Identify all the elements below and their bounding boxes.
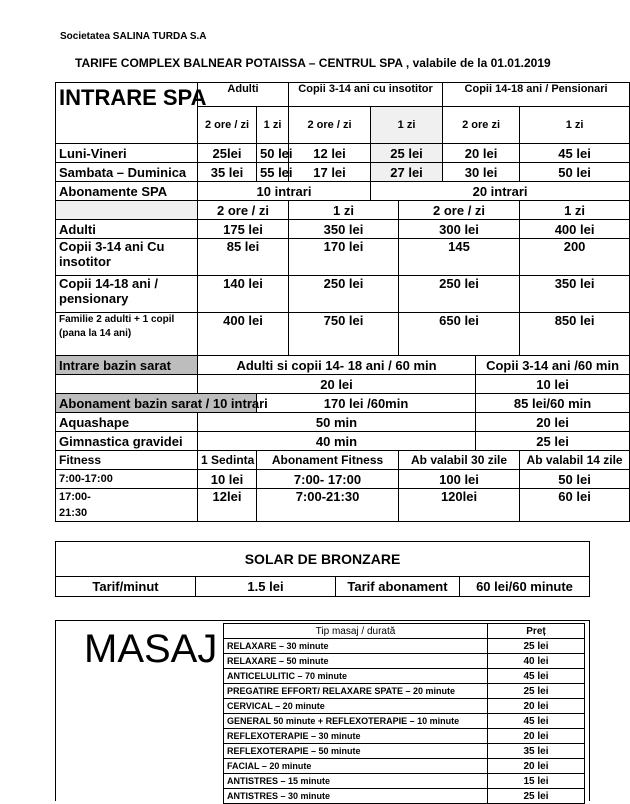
- price-cell: 250 lei: [289, 276, 399, 313]
- fitness-interval: 17:00- 21:30: [56, 489, 198, 522]
- duration-header: 2 ore zi: [443, 107, 520, 144]
- duration-header: 1 zi: [520, 107, 630, 144]
- row-label: Adulti: [56, 220, 198, 239]
- masaj-price: 20 lei: [488, 699, 585, 714]
- spa-price-table: [55, 82, 630, 522]
- masaj-type: GENERAL 50 minute + REFLEXOTERAPIE – 10 minute: [224, 714, 488, 729]
- fitness-header: 1 Sedinta: [198, 451, 257, 470]
- price-cell: 55 lei: [257, 163, 289, 182]
- masaj-row: [224, 654, 585, 669]
- price-cell: 50 lei: [257, 144, 289, 163]
- group-header: Adulti: [198, 83, 289, 107]
- price-cell: 170 lei: [289, 239, 399, 276]
- price-cell: 27 lei: [371, 163, 443, 182]
- price-cell: 25 lei: [371, 144, 443, 163]
- price-cell: 850 lei: [520, 313, 630, 356]
- bazin-label: Intrare bazin sarat: [56, 356, 198, 375]
- duration-header: 2 ore / zi: [399, 201, 520, 220]
- row-label: Sambata – Duminica: [56, 163, 198, 182]
- masaj-price: 15 lei: [488, 774, 585, 789]
- masaj-section: [55, 620, 590, 801]
- masaj-price: 25 lei: [488, 789, 585, 804]
- table-row: [56, 220, 630, 239]
- masaj-row: [224, 774, 585, 789]
- gimnastica-label: Gimnastica gravidei: [56, 432, 198, 451]
- aquashape-label: Aquashape: [56, 413, 198, 432]
- price-cell: 60 lei: [520, 489, 630, 522]
- price-cell: 200: [520, 239, 630, 276]
- masaj-row: [224, 729, 585, 744]
- price-cell: 10 lei: [198, 470, 257, 489]
- table-row: [56, 470, 630, 489]
- price-cell: 750 lei: [289, 313, 399, 356]
- duration-cell: 50 min: [198, 413, 476, 432]
- duration-header: 1 zi: [371, 107, 443, 144]
- abonamente-label: Abonamente SPA: [56, 182, 198, 201]
- bazin-col-header: Adulti si copii 14- 18 ani / 60 min: [198, 356, 476, 375]
- price-cell: 350 lei: [289, 220, 399, 239]
- masaj-row: [224, 744, 585, 759]
- masaj-type: CERVICAL – 20 minute: [224, 699, 488, 714]
- price-cell: 250 lei: [399, 276, 520, 313]
- price-cell: 140 lei: [198, 276, 289, 313]
- masaj-price: 35 lei: [488, 744, 585, 759]
- bazin-col-header: Copii 3-14 ani /60 min: [476, 356, 630, 375]
- document-title: TARIFE COMPLEX BALNEAR POTAISSA – CENTRUL SPA , valabile de la 01.01.2019: [75, 56, 551, 70]
- row-label: Familie 2 adulti + 1 copil (pana la 14 ani): [56, 313, 198, 356]
- masaj-type: REFLEXOTERAPIE – 30 minute: [224, 729, 488, 744]
- row-label: Copii 14-18 ani / pensionary: [56, 276, 198, 313]
- fitness-header: Ab valabil 14 zile: [520, 451, 630, 470]
- masaj-row: [224, 639, 585, 654]
- masaj-type: PREGATIRE EFFORT/ RELAXARE SPATE – 20 minute: [224, 684, 488, 699]
- price-cell: 20 lei: [198, 375, 476, 394]
- fitness-header: Ab valabil 30 zile: [399, 451, 520, 470]
- price-cell: 300 lei: [399, 220, 520, 239]
- price-cell: 85 lei/60 min: [476, 394, 630, 413]
- masaj-title: MASAJ: [84, 627, 218, 671]
- table-row: [56, 489, 630, 522]
- masaj-type: ANTICELULITIC – 70 minute: [224, 669, 488, 684]
- masaj-row: [224, 699, 585, 714]
- masaj-type: RELAXARE – 30 minute: [224, 639, 488, 654]
- price-cell: 120lei: [399, 489, 520, 522]
- solar-abonament-value: 60 lei/60 minute: [460, 577, 590, 597]
- masaj-price: 40 lei: [488, 654, 585, 669]
- price-cell: 45 lei: [520, 144, 630, 163]
- table-row: [56, 144, 630, 163]
- price-cell: 30 lei: [443, 163, 520, 182]
- price-cell: 350 lei: [520, 276, 630, 313]
- row-label: Copii 3-14 ani Cu insotitor: [56, 239, 198, 276]
- abonamente-header: 20 intrari: [371, 182, 630, 201]
- price-cell: 10 lei: [476, 375, 630, 394]
- price-cell: 650 lei: [399, 313, 520, 356]
- masaj-row: [224, 789, 585, 804]
- duration-header: 2 ore / zi: [289, 107, 371, 144]
- masaj-row: [224, 714, 585, 729]
- masaj-price: 20 lei: [488, 729, 585, 744]
- masaj-type: ANTISTRES – 15 minute: [224, 774, 488, 789]
- group-header: Copii 14-18 ani / Pensionari: [443, 83, 630, 107]
- price-cell: 20 lei: [443, 144, 520, 163]
- masaj-col-type: Tip masaj / durată: [224, 624, 488, 639]
- solar-tarif-value: 1.5 lei: [196, 577, 336, 597]
- duration-header: 2 ore / zi: [198, 107, 257, 144]
- masaj-type: FACIAL – 20 minute: [224, 759, 488, 774]
- price-cell: 145: [399, 239, 520, 276]
- masaj-table: [223, 623, 585, 804]
- fitness-header: Abonament Fitness: [257, 451, 399, 470]
- solar-title: SOLAR DE BRONZARE: [56, 542, 590, 577]
- table-row: [56, 239, 630, 276]
- fitness-interval: 7:00-17:00: [56, 470, 198, 489]
- price-cell: 12 lei: [289, 144, 371, 163]
- masaj-type: RELAXARE – 50 minute: [224, 654, 488, 669]
- masaj-price: 25 lei: [488, 684, 585, 699]
- row-label: Luni-Vineri: [56, 144, 198, 163]
- solar-table: [55, 541, 590, 597]
- price-cell: 12lei: [198, 489, 257, 522]
- masaj-row: [224, 684, 585, 699]
- duration-cell: 40 min: [198, 432, 476, 451]
- masaj-row: [224, 759, 585, 774]
- masaj-col-price: Preț: [488, 624, 585, 639]
- table-row: [56, 276, 630, 313]
- price-cell: 35 lei: [198, 163, 257, 182]
- company-name: Societatea SALINA TURDA S.A: [60, 31, 207, 42]
- abonamente-header: 10 intrari: [198, 182, 371, 201]
- duration-header: 1 zi: [520, 201, 630, 220]
- price-cell: 50 lei: [520, 163, 630, 182]
- abonament-bazin-label: Abonament bazin sarat / 10 intrari: [56, 394, 257, 413]
- price-cell: 20 lei: [476, 413, 630, 432]
- fitness-header: Fitness: [56, 451, 198, 470]
- masaj-price: 45 lei: [488, 669, 585, 684]
- masaj-price: 45 lei: [488, 714, 585, 729]
- masaj-price: 20 lei: [488, 759, 585, 774]
- price-cell: 85 lei: [198, 239, 289, 276]
- price-cell: 25lei: [198, 144, 257, 163]
- duration-header: 2 ore / zi: [198, 201, 289, 220]
- masaj-type: REFLEXOTERAPIE – 50 minute: [224, 744, 488, 759]
- masaj-row: [224, 669, 585, 684]
- price-cell: 170 lei /60min: [257, 394, 476, 413]
- fitness-ab-interval: 7:00- 17:00: [257, 470, 399, 489]
- solar-tarif-label: Tarif/minut: [56, 577, 196, 597]
- price-cell: 50 lei: [520, 470, 630, 489]
- price-cell: 25 lei: [476, 432, 630, 451]
- duration-header: 1 zi: [289, 201, 399, 220]
- price-cell: 400 lei: [520, 220, 630, 239]
- group-header: Copii 3-14 ani cu insotitor: [289, 83, 443, 107]
- duration-header: 1 zi: [257, 107, 289, 144]
- price-cell: 100 lei: [399, 470, 520, 489]
- solar-abonament-label: Tarif abonament: [336, 577, 460, 597]
- price-cell: 17 lei: [289, 163, 371, 182]
- price-cell: 400 lei: [198, 313, 289, 356]
- price-cell: 175 lei: [198, 220, 289, 239]
- fitness-ab-interval: 7:00-21:30: [257, 489, 399, 522]
- spa-title: INTRARE SPA: [56, 83, 198, 144]
- table-row: [56, 313, 630, 356]
- table-row: [56, 163, 630, 182]
- masaj-type: ANTISTRES – 30 minute: [224, 789, 488, 804]
- masaj-price: 25 lei: [488, 639, 585, 654]
